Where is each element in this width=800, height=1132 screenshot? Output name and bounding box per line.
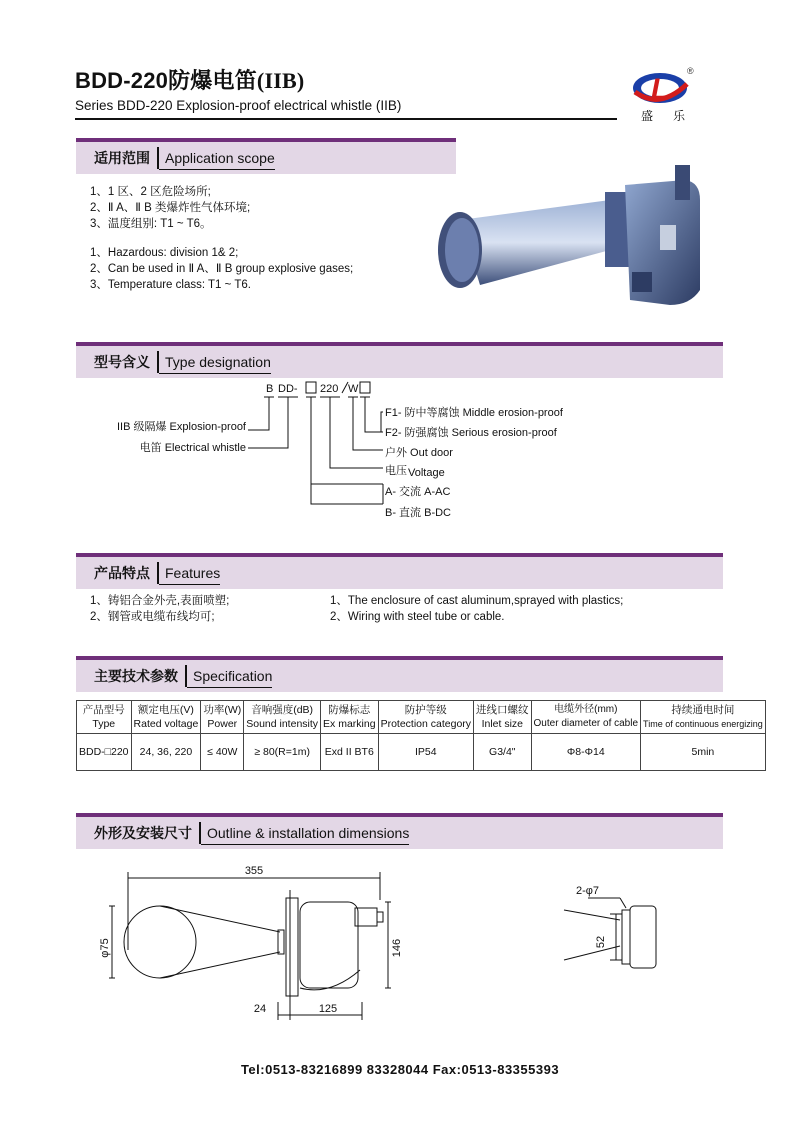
- dim-spacing: 52: [595, 935, 607, 949]
- list-item: 2、Wiring with steel tube or cable.: [330, 611, 505, 623]
- section-outline: [76, 813, 723, 849]
- table-cell: BDD-□220: [77, 734, 132, 771]
- table-header: 额定电压(V) Rated voltage: [131, 701, 201, 734]
- label-ac: A- 交流 A-AC: [385, 486, 451, 498]
- table-cell: 5min: [641, 734, 766, 771]
- section-type-designation: [76, 342, 723, 378]
- logo-char-left: 盛: [641, 109, 654, 123]
- logo-registered: ®: [687, 66, 694, 76]
- list-item: 2、Ⅱ A、Ⅱ B 类爆炸性气体环境;: [90, 202, 251, 214]
- section-features: [76, 553, 723, 589]
- outline-side-drawing: [90, 860, 410, 1030]
- product-photo: [420, 160, 720, 320]
- brand-logo-icon: [627, 62, 697, 126]
- table-header: 防护等级 Protection category: [378, 701, 473, 734]
- table-header: 产品型号 Type: [77, 701, 132, 734]
- section-title-en: Type designation: [159, 351, 271, 374]
- section-title-en: Application scope: [159, 147, 275, 170]
- section-title-en: Specification: [187, 665, 272, 688]
- code-num: 220: [320, 383, 339, 395]
- list-item: 2、Can be used in Ⅱ A、Ⅱ B group explosive gases;: [90, 263, 354, 275]
- table-header: 功率(W) Power: [201, 701, 244, 734]
- label-dc: B- 直流 B-DC: [385, 507, 451, 519]
- label-f2: F2- 防强腐蚀 Serious erosion-proof: [385, 427, 557, 439]
- section-title-cn: 产品特点: [90, 562, 159, 584]
- dim-body: 125: [318, 1003, 338, 1015]
- label-voltage-en: Voltage: [408, 467, 445, 479]
- table-header: 持续通电时间 Time of continuous energizing: [641, 701, 766, 734]
- section-title-cn: 主要技术参数: [90, 665, 187, 687]
- title-suffix: (IIB): [256, 68, 305, 93]
- code-w: W: [348, 383, 359, 395]
- title-rule: [75, 118, 617, 120]
- list-item: 3、温度组别: T1 ~ T6。: [90, 218, 212, 230]
- list-item: 2、钢管或电缆布线均可;: [90, 611, 215, 623]
- page-title: [75, 64, 304, 95]
- footer-contact: Tel:0513-83216899 83328044 Fax:0513-83355393: [240, 1062, 560, 1077]
- table-cell: ≥ 80(R=1m): [244, 734, 321, 771]
- dim-holes: 2-φ7: [576, 885, 600, 897]
- section-title-en: Features: [159, 562, 220, 585]
- logo-mark: L: [650, 73, 670, 106]
- table-header-row: [77, 701, 766, 734]
- code-voltage-box: [306, 382, 316, 393]
- page-subtitle: Series BDD-220 Explosion-proof electrical whistle (IIB): [75, 98, 402, 113]
- code-erosion-box: [360, 382, 370, 393]
- code-b: B: [266, 383, 274, 395]
- table-cell: Exd II BT6: [321, 734, 379, 771]
- label-explosion-proof: IIB 级隔爆 Explosion-proof: [117, 421, 246, 433]
- dim-offset: 24: [253, 1003, 267, 1015]
- list-item: 3、Temperature class: T1 ~ T6.: [90, 279, 251, 291]
- section-title-cn: 适用范围: [90, 147, 159, 169]
- type-designation-diagram: [100, 378, 620, 528]
- table-row: [77, 734, 766, 771]
- application-en-list: [90, 245, 353, 293]
- section-title-en: Outline & installation dimensions: [201, 822, 409, 845]
- section-specification: [76, 656, 723, 692]
- table-cell: G3/4": [474, 734, 532, 771]
- table-header: 进线口螺纹 Inlet size: [474, 701, 532, 734]
- list-item: 1、Hazardous: division 1& 2;: [90, 247, 239, 259]
- label-voltage-cn: 电压: [385, 465, 407, 477]
- dim-height: 146: [391, 938, 403, 958]
- label-outdoor: 户外 Out door: [385, 447, 453, 459]
- table-header: 电缆外径(mm) Outer diameter of cable: [531, 701, 641, 734]
- title-cn: 防爆电笛: [168, 68, 257, 93]
- table-header: 音响强度(dB) Sound intensity: [244, 701, 321, 734]
- label-electrical-whistle: 电笛 Electrical whistle: [139, 442, 246, 454]
- title-model: BDD-220: [75, 68, 169, 93]
- list-item: 1、The enclosure of cast aluminum,sprayed with plastics;: [330, 595, 624, 607]
- list-item: 1、铸铝合金外壳,表面喷塑;: [90, 595, 230, 607]
- outline-mount-drawing: [550, 880, 670, 990]
- section-title-cn: 型号含义: [90, 351, 159, 373]
- features-en-list: [330, 593, 623, 625]
- spec-table: [76, 700, 766, 771]
- dim-diameter: φ75: [99, 938, 111, 958]
- logo-char-right: 乐: [673, 109, 686, 123]
- list-item: 1、1 区、2 区危险场所;: [90, 186, 211, 198]
- table-header: 防爆标志 Ex marking: [321, 701, 379, 734]
- code-dd: DD-: [278, 383, 298, 395]
- table-cell: ≤ 40W: [201, 734, 244, 771]
- label-f1: F1- 防中等腐蚀 Middle erosion-proof: [385, 407, 563, 419]
- section-title-cn: 外形及安装尺寸: [90, 822, 201, 844]
- application-cn-list: [90, 184, 250, 232]
- features-cn-list: [90, 593, 229, 625]
- table-cell: 24, 36, 220: [131, 734, 201, 771]
- section-application-scope: [76, 138, 456, 174]
- table-cell: Φ8-Φ14: [531, 734, 641, 771]
- dim-length: 355: [244, 865, 264, 877]
- table-cell: IP54: [378, 734, 473, 771]
